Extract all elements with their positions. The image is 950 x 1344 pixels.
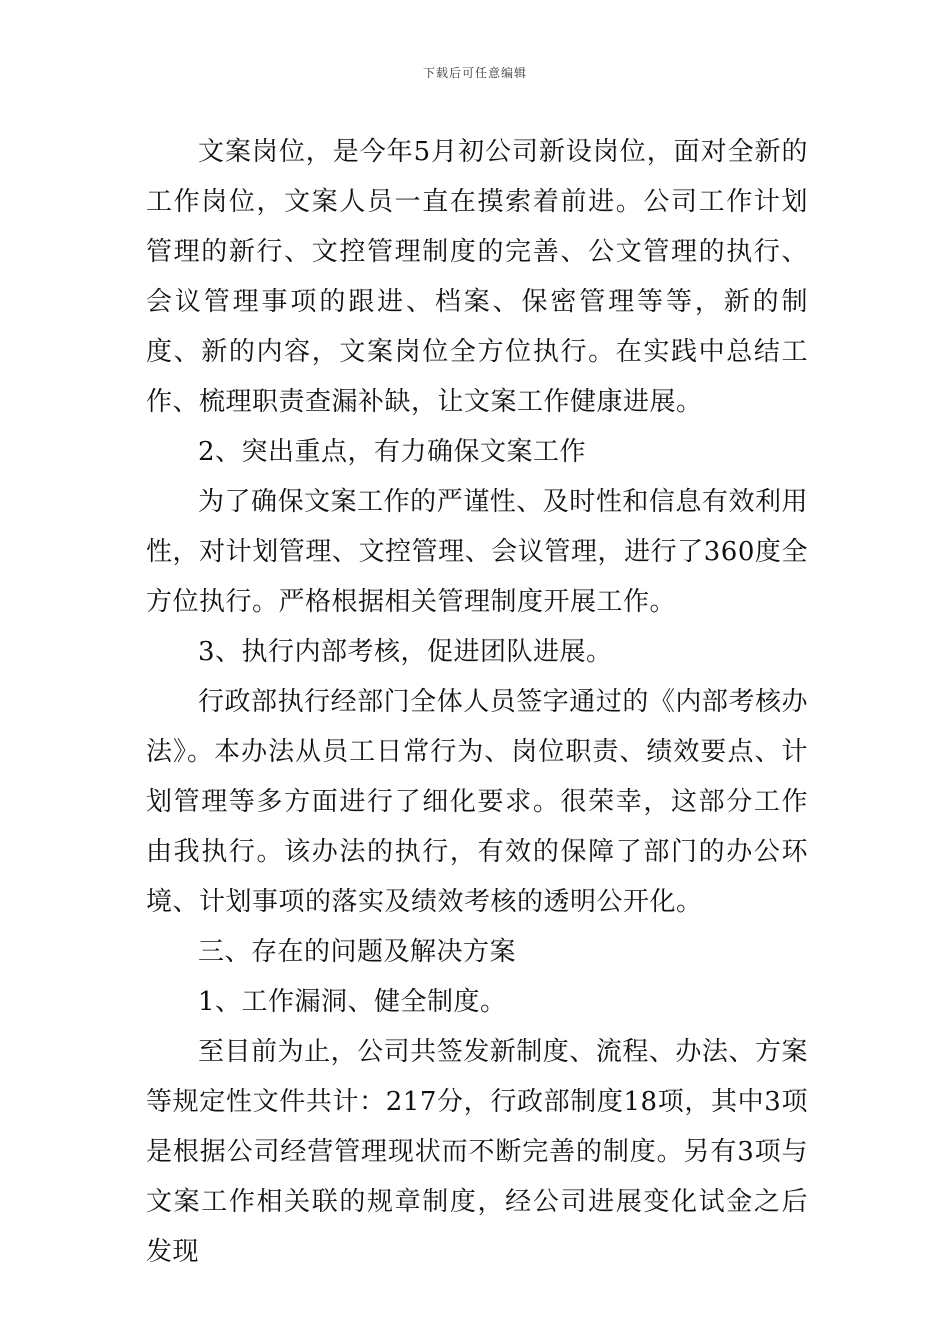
heading-problems-solutions: 三、存在的问题及解决方案 [198,937,517,967]
heading-internal-assessment: 3、执行内部考核，促进团队进展。 [198,637,613,667]
paragraph-ensure-work: 为了确保文案工作的严谨性、及时性和信息有效利用性，对计划管理、文控管理、会议管理，进行了360度全方位执行。严格根据相关管理制度开展工作。 [146,487,808,617]
page-header: 下载后可任意编辑 [422,66,527,80]
paragraph-assessment-method: 行政部执行经部门全体人员签字通过的《内部考核办法》。本办法从员工日常行为、岗位职责、绩效要点、计划管理等多方面进行了细化要求。很荣幸，这部分工作由我执行。该办法的执行，有效的保障了部门的办公环境、计划事项的落实及绩效考核的透明公开化。 [146,687,808,917]
document-body [146,127,808,1277]
paragraph-copywriting-role: 文案岗位，是今年5月初公司新设岗位，面对全新的工作岗位，文案人员一直在摸索着前进。公司工作计划管理的新行、文控管理制度的完善、公文管理的执行、会议管理事项的跟进、档案、保密管理等等，新的制度、新的内容，文案岗位全方位执行。在实践中总结工作、梳理职责查漏补缺，让文案工作健康进展。 [146,137,808,417]
heading-highlight-focus: 2、突出重点，有力确保文案工作 [198,437,587,467]
heading-work-loopholes: 1、工作漏洞、健全制度。 [198,987,507,1017]
paragraph-regulations-count: 至目前为止，公司共签发新制度、流程、办法、方案等规定性文件共计：217分，行政部制度18项，其中3项是根据公司经营管理现状而不断完善的制度。另有3项与文案工作相关联的规章制度，经公司进展变化试金之后发现 [146,1037,808,1267]
